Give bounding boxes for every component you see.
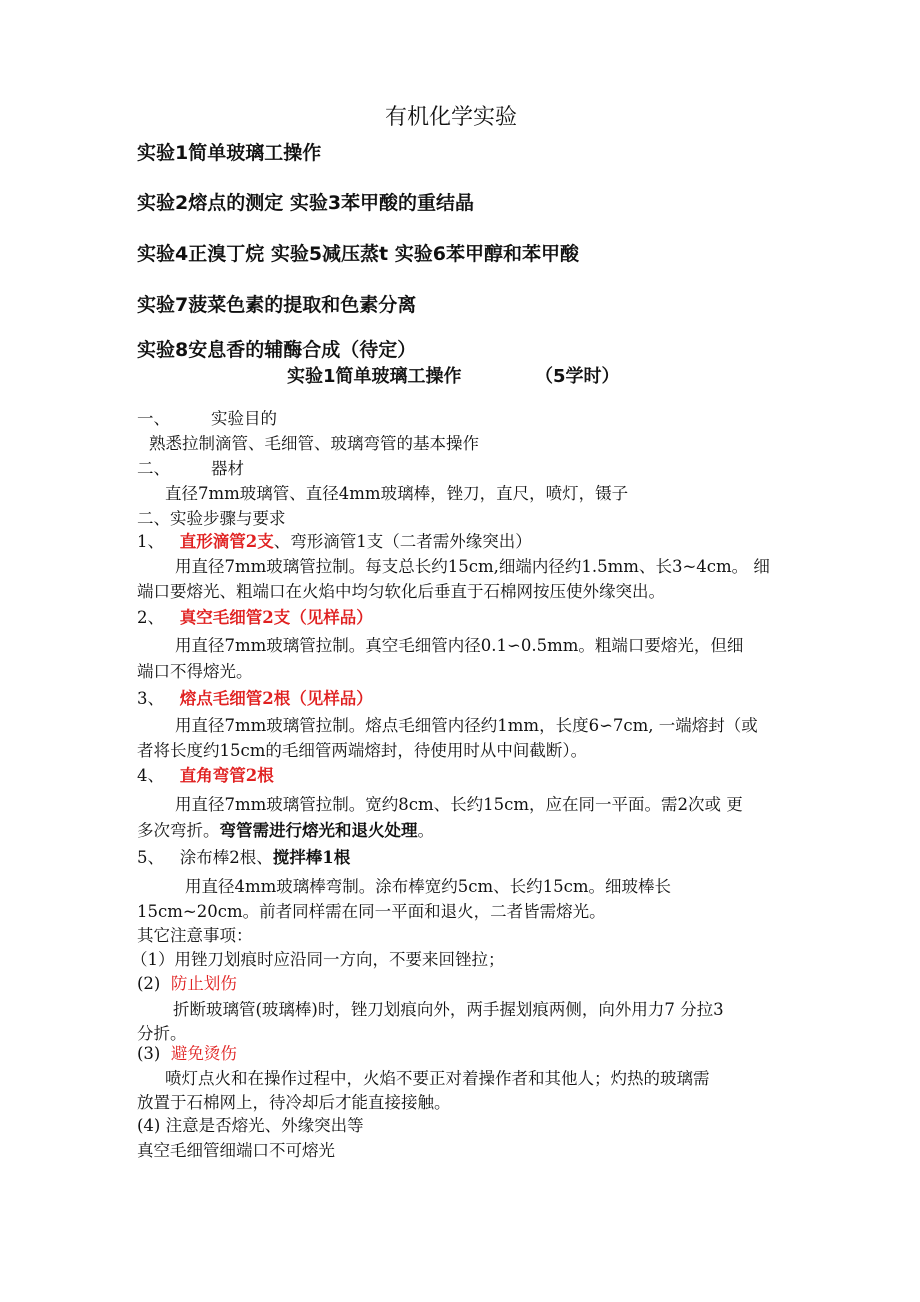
note-2-line-1: 折断玻璃管(玻璃棒)时，锉刀划痕向外，两手握划痕两侧，向外用力7 分拉3 [173, 1000, 724, 1019]
step-2-highlight: 真空毛细管2支（见样品） [179, 608, 373, 627]
step-4-line-2-start: 多次弯折。 [137, 821, 220, 840]
step-5-number: 5、 [137, 848, 164, 867]
toc-item-5: 实验8安息香的辅酶合成（待定） [137, 339, 417, 361]
note-3-line-1: 喷灯点火和在操作过程中，火焰不要正对着操作者和其他人；灼热的玻璃需 [165, 1069, 710, 1088]
note-4: (4) 注意是否熔光、外缘突出等 [137, 1116, 364, 1135]
step-4-highlight: 直角弯管2根 [179, 766, 274, 785]
note-2-number: (2) [137, 974, 161, 993]
step-5-heading [137, 844, 350, 868]
toc-item-3: 实验4正溴丁烷 实验5减压蒸t 实验6苯甲醇和苯甲酸 [137, 243, 579, 265]
step-4-heading [137, 762, 274, 786]
step-3-number: 3、 [137, 689, 164, 708]
objective-text: 熟悉拉制滴管、毛细管、玻璃弯管的基本操作 [149, 434, 479, 453]
step-5-part-a: 涂布棒2根、 [179, 848, 273, 867]
step-2-line-2: 端口不得熔光。 [137, 662, 253, 681]
step-2-heading [137, 604, 373, 628]
step-1-rest: 、弯形滴管1支（二者需外缘突出） [273, 532, 532, 551]
note-3-line-2: 放置于石棉网上，待冷却后才能直接接触。 [137, 1093, 451, 1112]
note-3-heading [137, 1040, 237, 1064]
step-1-number: 1、 [137, 532, 164, 551]
note-5: 真空毛细管细端口不可熔光 [137, 1141, 335, 1160]
step-3-highlight: 熔点毛细管2根（见样品） [179, 689, 373, 708]
note-3-number: (3) [137, 1044, 161, 1063]
step-4-line-2-bold: 弯管需进行熔光和退火处理 [219, 821, 418, 840]
equipment-number: 二、 [137, 459, 170, 478]
toc-item-4: 实验7菠菜色素的提取和色素分离 [137, 294, 417, 316]
step-1-heading [137, 528, 532, 552]
step-1-highlight: 直形滴管2支 [179, 532, 274, 551]
toc-item-2: 实验2熔点的测定 实验3苯甲酸的重结晶 [137, 192, 475, 214]
equipment-text: 直径7mm玻璃管、直径4mm玻璃棒，锉刀，直尺，喷灯，镊子 [165, 484, 629, 503]
objective-number: 一、 [137, 409, 170, 428]
step-4-line-2-end: 。 [417, 821, 434, 840]
toc-item-1: 实验1简单玻璃工操作 [137, 142, 322, 164]
step-1-line-2: 端口要熔光、粗端口在火焰中均匀软化后垂直于石棉网按压使外缘突出。 [137, 582, 665, 601]
objective-heading: 实验目的 [211, 409, 277, 428]
step-4-line-2 [137, 817, 434, 841]
step-5-line-1: 用直径4mm玻璃棒弯制。涂布棒宽约5cm、长约15cm。细玻棒长 [185, 877, 672, 896]
step-3-line-2: 者将长度约15cm的毛细管两端熔封，待使用时从中间截断）。 [137, 741, 588, 760]
note-2-heading [137, 970, 237, 994]
step-5-line-2: 15cm~20cm。前者同样需在同一平面和退火，二者皆需熔光。 [137, 902, 606, 921]
step-4-number: 4、 [137, 766, 164, 785]
notes-heading: 其它注意事项： [137, 926, 253, 945]
section-title: 实验1简单玻璃工操作 [287, 366, 462, 387]
note-2-highlight: 防止划伤 [170, 974, 237, 993]
step-2-number: 2、 [137, 608, 164, 627]
step-5-part-b: 搅拌棒1根 [272, 848, 351, 867]
equipment-heading: 器材 [211, 459, 244, 478]
note-1: （1）用锉刀划痕时应沿同一方向，不要来回锉拉； [131, 950, 505, 969]
step-1-line-1: 用直径7mm玻璃管拉制。每支总长约15cm,细端内径约1.5mm、长3~4cm。 细 [175, 557, 770, 576]
document-title: 有机化学实验 [385, 105, 518, 130]
step-3-line-1: 用直径7mm玻璃管拉制。熔点毛细管内径约1mm，长度6∽7cm, 一端熔封（或 [175, 716, 758, 735]
step-3-heading [137, 685, 373, 709]
step-2-line-1: 用直径7mm玻璃管拉制。真空毛细管内径0.1∽0.5mm。粗端口要熔光，但细 [175, 636, 744, 655]
note-3-highlight: 避免烫伤 [170, 1044, 237, 1063]
steps-heading: 二、实验步骤与要求 [137, 509, 286, 528]
section-hours: （5学时） [535, 366, 620, 387]
note-2-line-2: 分折。 [137, 1024, 187, 1043]
step-4-line-1: 用直径7mm玻璃管拉制。宽约8cm、长约15cm，应在同一平面。需2次或 更 [175, 795, 743, 814]
